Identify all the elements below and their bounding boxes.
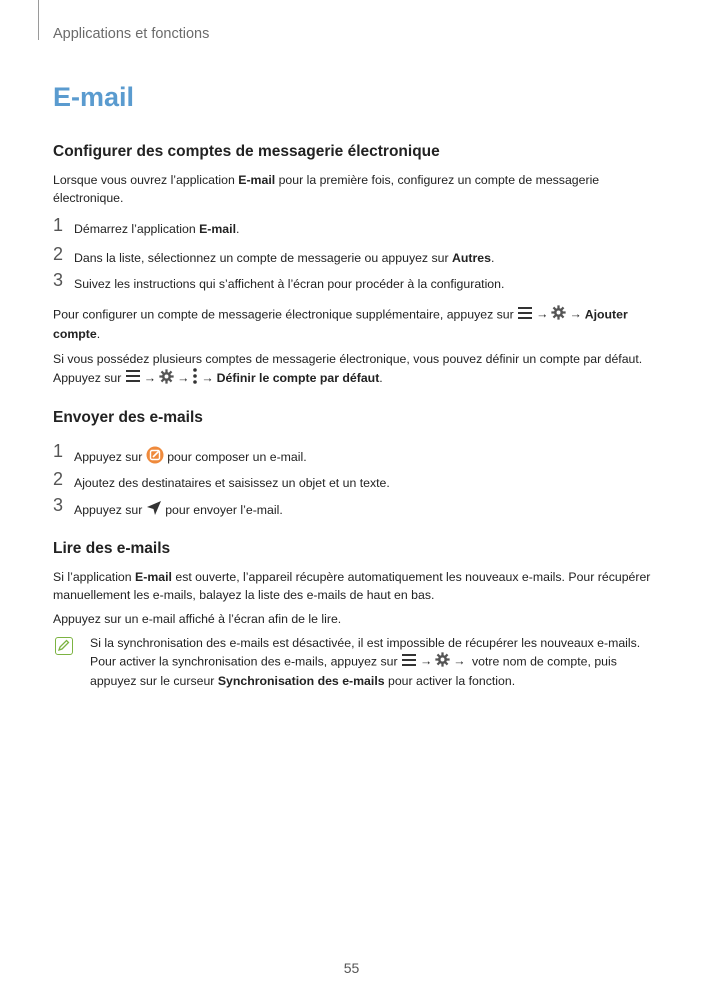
- note-text: Si la synchronisation des e-mails est désactivée, il est impossible de récupérer les nouveaux e-mails. Pour activer la synchronisation des e-mails, appuyez sur → → votre nom de compte, puis appuyez sur le curseur Synchronisation des e-mails pour activer la fonction.: [90, 636, 641, 688]
- gear-icon: [159, 369, 174, 389]
- gear-icon: [435, 652, 450, 672]
- read-intro: Si l’application E-mail est ouverte, l’appareil récupère automatiquement les nouveaux e-mails. Pour récupérer manuellement les e-mails, balayez la liste des e-mails de haut en bas.: [53, 570, 651, 602]
- default-account-text: Si vous possédez plusieurs comptes de messagerie électronique, vous pouvez définir un compte par défaut. Appuyez sur → → → Définir le compte par défaut.: [53, 350, 653, 389]
- additional-account-text: Pour configurer un compte de messagerie électronique supplémentaire, appuyez sur → → Ajouter compte.: [53, 305, 653, 343]
- section-heading-read: Lire des e-mails: [53, 540, 171, 557]
- compose-icon: [146, 446, 164, 469]
- section-header: Applications et fonctions: [53, 26, 210, 42]
- gear-icon: [551, 305, 566, 325]
- page-number: 55: [343, 960, 360, 976]
- header-rule: [38, 0, 39, 40]
- section-heading-send: Envoyer des e-mails: [53, 409, 203, 426]
- more-options-icon: [192, 368, 198, 389]
- note-icon: [55, 637, 73, 655]
- section-heading-configure: Configurer des comptes de messagerie électronique: [53, 143, 440, 160]
- read-tap-text: Appuyez sur un e-mail affiché à l’écran afin de le lire.: [53, 612, 342, 626]
- configure-intro: Lorsque vous ouvrez l’application E-mail pour la première fois, configurez un compte de messagerie électronique.: [53, 173, 600, 205]
- page-title: E-mail: [53, 82, 135, 112]
- menu-icon: [517, 306, 533, 325]
- menu-icon: [401, 653, 417, 672]
- menu-icon: [125, 369, 141, 388]
- send-icon: [146, 500, 162, 521]
